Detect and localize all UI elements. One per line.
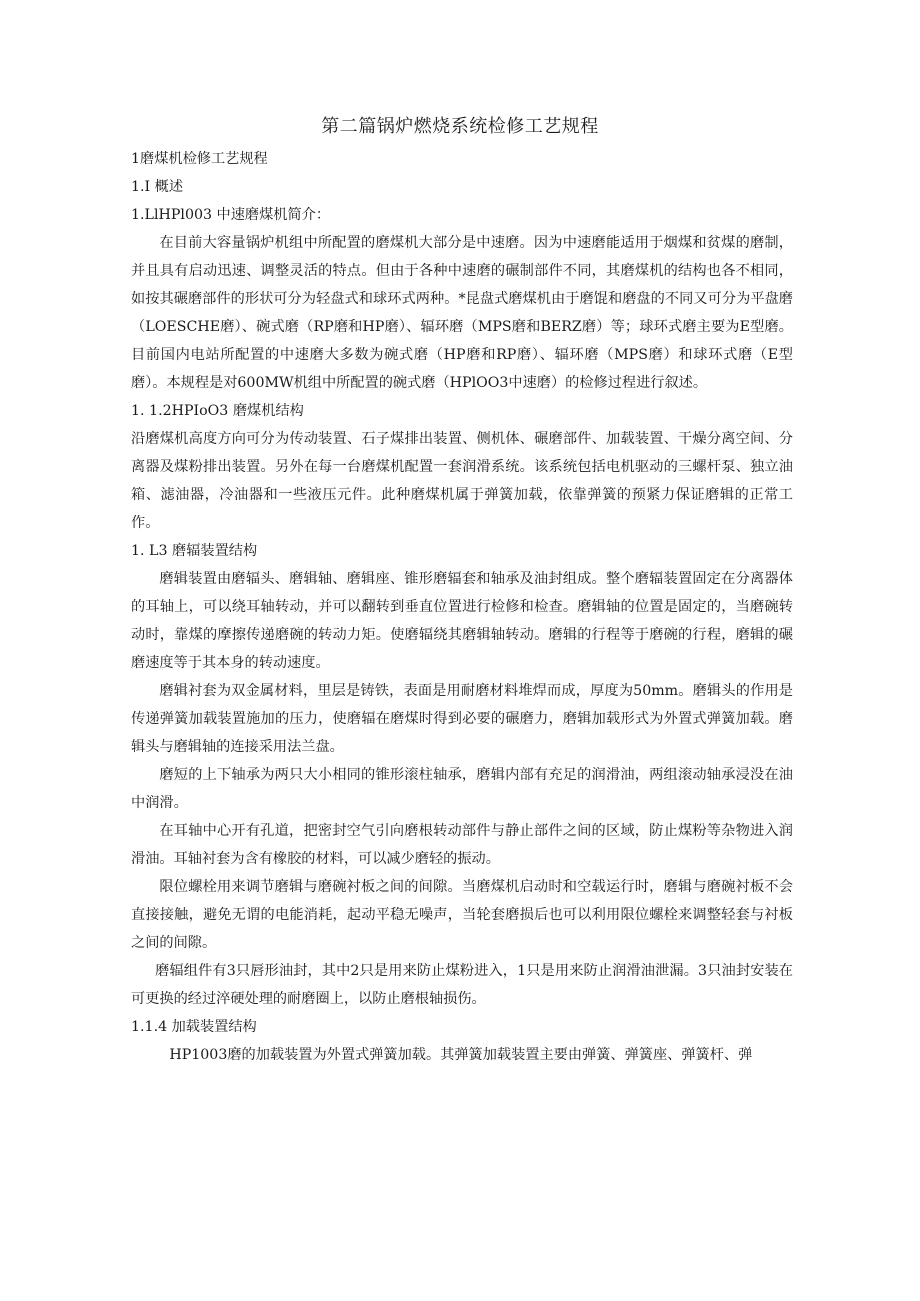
document-title: 第二篇锅炉燃烧系统检修工艺规程 <box>321 116 599 137</box>
heading-1-1-1: 1.LlHPl003 中速磨煤机简介： <box>131 207 331 223</box>
heading-1-1: 1.I 概述 <box>131 179 184 195</box>
paragraph-roller-6: 磨辐组件有3只唇形油封，其中2只是用来防止煤粉进入，1只是用来防止润滑油泄漏。3只油封安装在可更换的经过淬硬处理的耐磨圈上，以防止磨根轴损伤。 <box>131 963 793 1007</box>
heading-1-1-3: 1. L3 磨辐装置结构 <box>131 543 258 559</box>
paragraph-loading: HP1003磨的加载装置为外置式弹簧加载。其弹簧加载装置主要由弹簧、弹簧座、弹簧杆、弹 <box>169 1047 753 1063</box>
heading-1: 1磨煤机检修工艺规程 <box>131 151 268 167</box>
paragraph-structure: 沿磨煤机高度方向可分为传动装置、石子煤排出装置、侧机体、碾磨部件、加载装置、干燥分离空间、分离器及煤粉排出装置。另外在每一台磨煤机配置一套润滑系统。该系统包括电机驱动的三螺杆泵、独立油箱、滤油器，冷油器和一些液压元件。此种磨煤机属于弹簧加载，依靠弹簧的预紧力保证磨辑的正常工作。 <box>131 431 793 531</box>
paragraph-roller-2: 磨辑衬套为双金属材料，里层是铸铁，表面是用耐磨材料堆焊而成，厚度为50mm。磨辑头的作用是传递弹簧加载装置施加的压力，使磨辐在磨煤时得到必要的碾磨力，磨辑加载形式为外置式弹簧加载。磨辑头与磨辑轴的连接采用法兰盘。 <box>131 683 793 755</box>
paragraph-roller-3: 磨短的上下轴承为两只大小相同的锥形滚柱轴承，磨辑内部有充足的润滑油，两组滚动轴承浸没在油中润滑。 <box>131 767 793 811</box>
heading-1-1-2: 1. 1.2HPIoO3 磨煤机结构 <box>131 403 304 419</box>
paragraph-intro: 在目前大容量锅炉机组中所配置的磨煤机大部分是中速磨。因为中速磨能适用于烟煤和贫煤的磨制，并且具有启动迅速、调整灵活的特点。但由于各种中速磨的碾制部件不同，其磨煤机的结构也各不相同，如按其碾磨部件的形状可分为轻盘式和球环式两种。*昆盘式磨煤机由于磨馄和磨盘的不同又可分为平盘磨（LOESCHE磨）、碗式磨（RP磨和HP磨）、辐环磨（MPS磨和BERZ磨）等；球环式磨主要为E型磨。目前国内电站所配置的中速磨大多数为碗式磨（HP磨和RP磨）、辐环磨（MPS磨）和球环式磨（E型磨）。本规程是对600MW机组中所配置的碗式磨（HPlOO3中速磨）的检修过程进行叙述。 <box>131 235 793 391</box>
paragraph-roller-4: 在耳轴中心开有孔道，把密封空气引向磨根转动部件与静止部件之间的区域，防止煤粉等杂物进入润滑油。耳轴衬套为含有橡胶的材料，可以减少磨轻的振动。 <box>131 823 793 867</box>
heading-1-1-4: 1.1.4 加载装置结构 <box>131 1019 257 1035</box>
paragraph-roller-1: 磨辑装置由磨辐头、磨辑轴、磨辑座、锥形磨辐套和轴承及油封组成。整个磨辐装置固定在分离器体的耳轴上，可以绕耳轴转动，并可以翻转到垂直位置进行检修和检查。磨辑轴的位置是固定的，当磨碗转动时，靠煤的摩擦传递磨碗的转动力矩。使磨辐绕其磨辑轴转动。磨辑的行程等于磨碗的行程，磨辑的碾磨速度等于其本身的转动速度。 <box>131 571 793 671</box>
paragraph-roller-5: 限位螺栓用来调节磨辑与磨碗衬板之间的间隙。当磨煤机启动时和空载运行时，磨辑与磨碗衬板不会直接接触，避免无谓的电能消耗，起动平稳无噪声，当轮套磨损后也可以利用限位螺栓来调整轻套与衬板之间的间隙。 <box>131 879 793 951</box>
document-body <box>131 145 793 1069</box>
